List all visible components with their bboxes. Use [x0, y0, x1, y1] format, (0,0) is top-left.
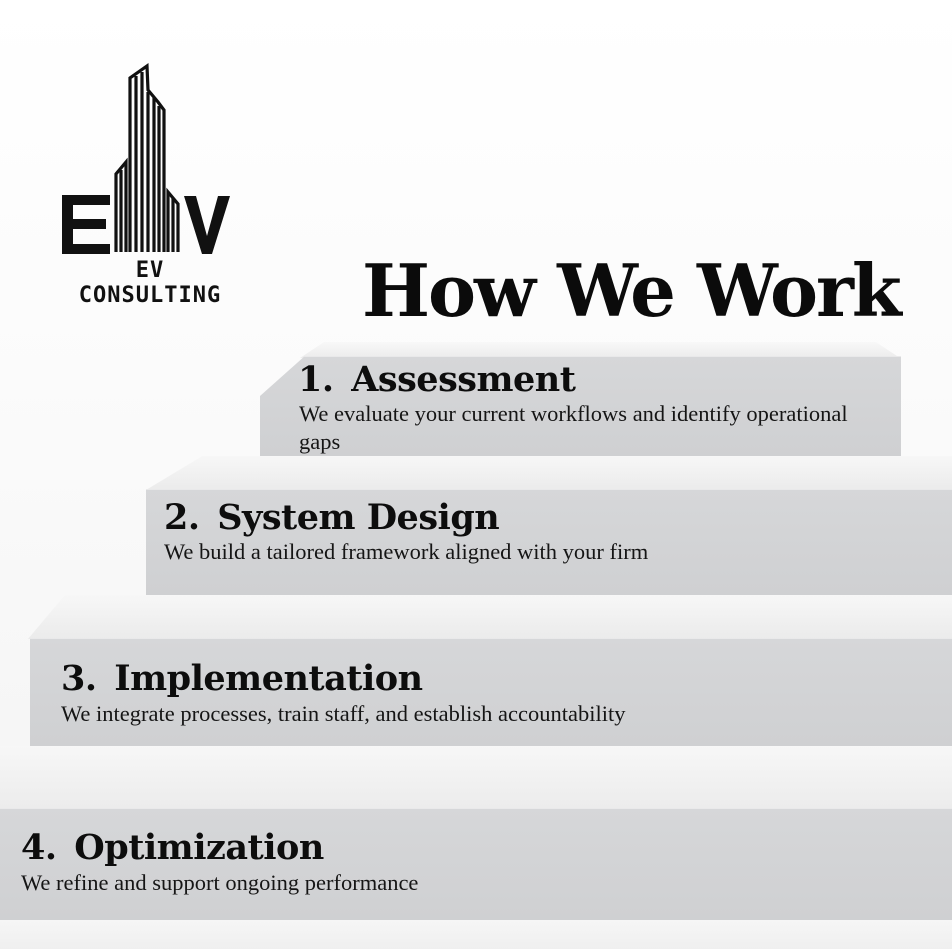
step-heading	[164, 497, 499, 538]
step-heading	[21, 827, 324, 868]
step-number: 1.	[298, 359, 334, 400]
step-number: 4.	[21, 827, 57, 868]
step-title: Implementation	[114, 658, 423, 699]
page-title: How We Work	[362, 248, 900, 333]
step-tread	[28, 595, 952, 639]
step-description: We refine and support ongoing performance	[21, 870, 419, 895]
step-heading	[298, 359, 575, 400]
building-logo-icon	[56, 62, 240, 288]
ev-consulting-logo	[56, 62, 240, 308]
step-tread	[146, 456, 952, 490]
step-title: Assessment	[351, 359, 576, 400]
step-number: 3.	[61, 658, 97, 699]
step-tread	[300, 342, 900, 358]
step-description: We evaluate your current workflows and identify operational gaps	[299, 401, 848, 454]
step-heading	[61, 658, 423, 699]
step-description: We integrate processes, train staff, and establish accountability	[61, 701, 626, 726]
step-title: Optimization	[74, 827, 324, 868]
step-title: System Design	[217, 497, 500, 538]
step-tread	[0, 746, 952, 808]
step-description: We build a tailored framework aligned with your firm	[164, 539, 649, 564]
brand-wordmark: EV CONSULTING	[78, 258, 222, 308]
step-tread	[0, 920, 952, 949]
step-number: 2.	[164, 497, 200, 538]
